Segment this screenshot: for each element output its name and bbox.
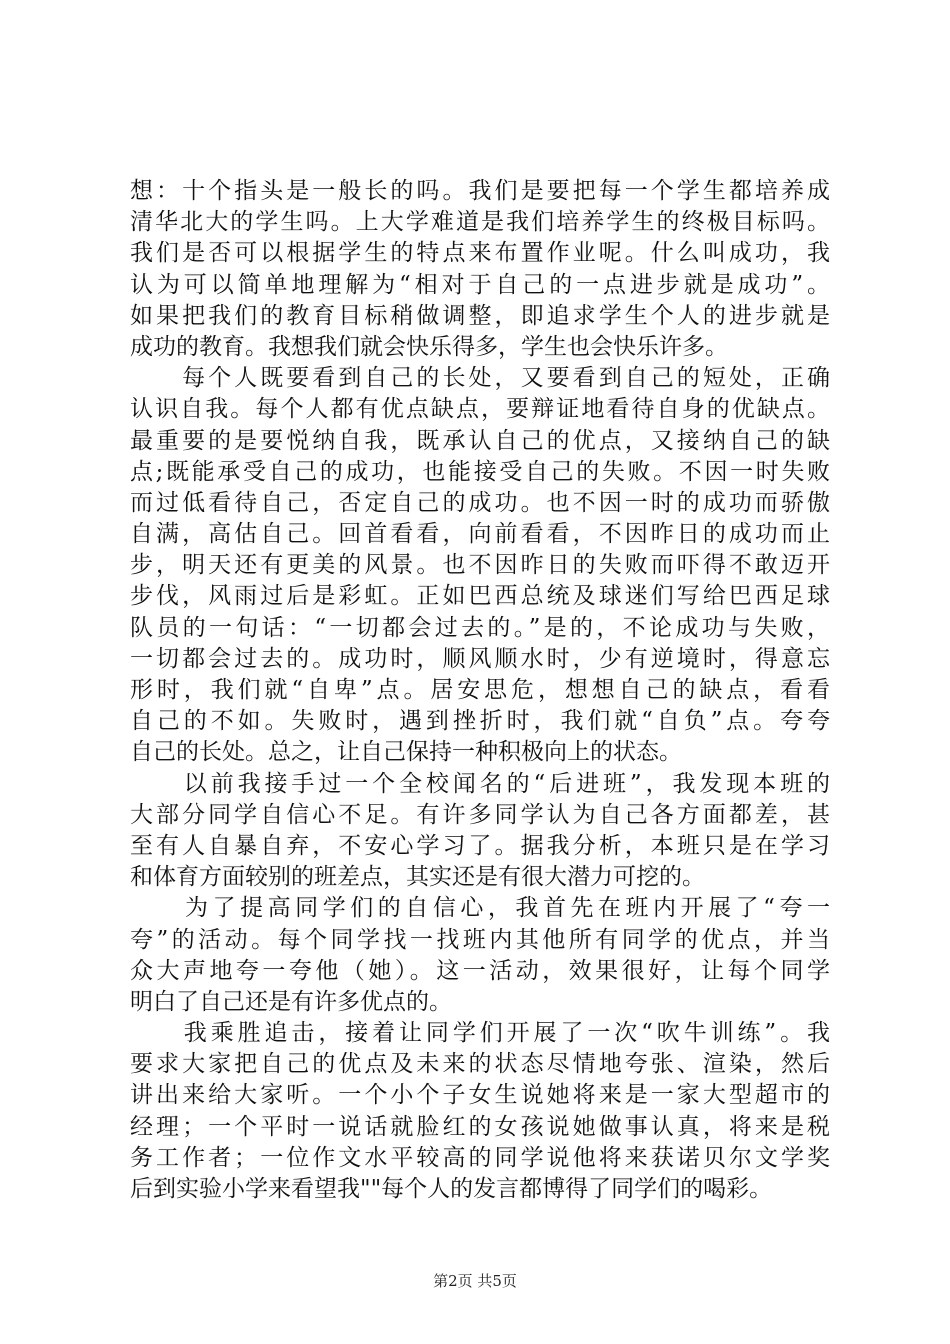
text-line: 后到实验小学来看望我""每个人的发言都博得了同学们的喝彩。 [130, 1176, 773, 1202]
text-line: 清华北大的学生吗。上大学难道是我们培养学生的终极目标吗。 [130, 209, 830, 236]
text-line: 明白了自己还是有许多优点的。 [130, 988, 452, 1015]
paragraph [130, 1018, 830, 1205]
page-footer: 第2页 共5页 [433, 1272, 517, 1290]
text-line: 最重要的是要悦纳自我，既承认自己的优点，又接纳自己的缺 [130, 427, 830, 454]
text-line: 至有人自暴自弃，不安心学习了。据我分析，本班只是在学习 [130, 832, 830, 859]
text-line: 认识自我。每个人都有优点缺点，要辩证地看待自身的优缺点。 [130, 396, 830, 423]
text-line: 众大声地夸一夸他（她）。这一活动，效果很好，让每个同学 [130, 957, 830, 984]
paragraph [130, 363, 830, 768]
text-line: 步，明天还有更美的风景。也不因昨日的失败而吓得不敢迈开 [130, 552, 830, 579]
text-line: 讲出来给大家听。一个小个子女生说她将来是一家大型超市的 [130, 1082, 830, 1109]
text-line: 自满，高估自己。回首看看，向前看看，不因昨日的成功而止 [130, 521, 830, 548]
text-line: 经理；一个平时一说话就脸红的女孩说她做事认真，将来是税 [130, 1113, 830, 1140]
text-line: 夸”的活动。每个同学找一找班内其他所有同学的优点，并当 [130, 926, 830, 953]
body-text [130, 176, 830, 1205]
text-line: 每个人既要看到自己的长处，又要看到自己的短处，正确 [130, 365, 830, 392]
text-line: 以前我接手过一个全校闻名的“后进班”，我发现本班的 [130, 770, 830, 797]
paragraph [130, 769, 830, 894]
text-line: 队员的一句话：“一切都会过去的。”是的，不论成功与失败， [130, 614, 830, 641]
text-line: 形时，我们就“自卑”点。居安思危，想想自己的缺点，看看 [130, 677, 830, 703]
text-line: 点;既能承受自己的成功，也能接受自己的失败。不因一时失败 [130, 458, 830, 485]
text-line: 如果把我们的教育目标稍做调整，即追求学生个人的进步就是 [130, 302, 830, 329]
text-line: 和体育方面较别的班差点，其实还是有很大潜力可挖的。 [130, 864, 705, 891]
text-line: 自己的不如。失败时，遇到挫折时，我们就“自负”点。夸夸 [130, 708, 830, 735]
text-line: 要求大家把自己的优点及未来的状态尽情地夸张、渲染，然后 [130, 1051, 830, 1078]
text-line: 认为可以简单地理解为“相对于自己的一点进步就是成功”。 [130, 271, 830, 298]
text-line: 步伐，风雨过后是彩虹。正如巴西总统及球迷们写给巴西足球 [130, 583, 830, 610]
text-line: 务工作者；一位作文水平较高的同学说他将来获诺贝尔文学奖 [130, 1144, 830, 1171]
text-line: 一切都会过去的。成功时，顺风顺水时，少有逆境时，得意忘 [130, 645, 830, 672]
text-line: 自己的长处。总之，让自己保持一种积极向上的状态。 [130, 739, 682, 766]
paragraph [130, 176, 830, 363]
paragraph [130, 893, 830, 1018]
text-line: 而过低看待自己，否定自己的成功。也不因一时的成功而骄傲 [130, 489, 830, 516]
text-line: 想：十个指头是一般长的吗。我们是要把每一个学生都培养成 [130, 178, 830, 204]
text-line: 我们是否可以根据学生的特点来布置作业呢。什么叫成功，我 [130, 240, 830, 267]
text-line: 我乘胜追击，接着让同学们开展了一次“吹牛训练”。我 [130, 1020, 830, 1047]
text-line: 为了提高同学们的自信心，我首先在班内开展了“夸一 [130, 895, 830, 922]
text-line: 大部分同学自信心不足。有许多同学认为自己各方面都差，甚 [130, 801, 830, 828]
text-line: 成功的教育。我想我们就会快乐得多，学生也会快乐许多。 [130, 333, 728, 360]
